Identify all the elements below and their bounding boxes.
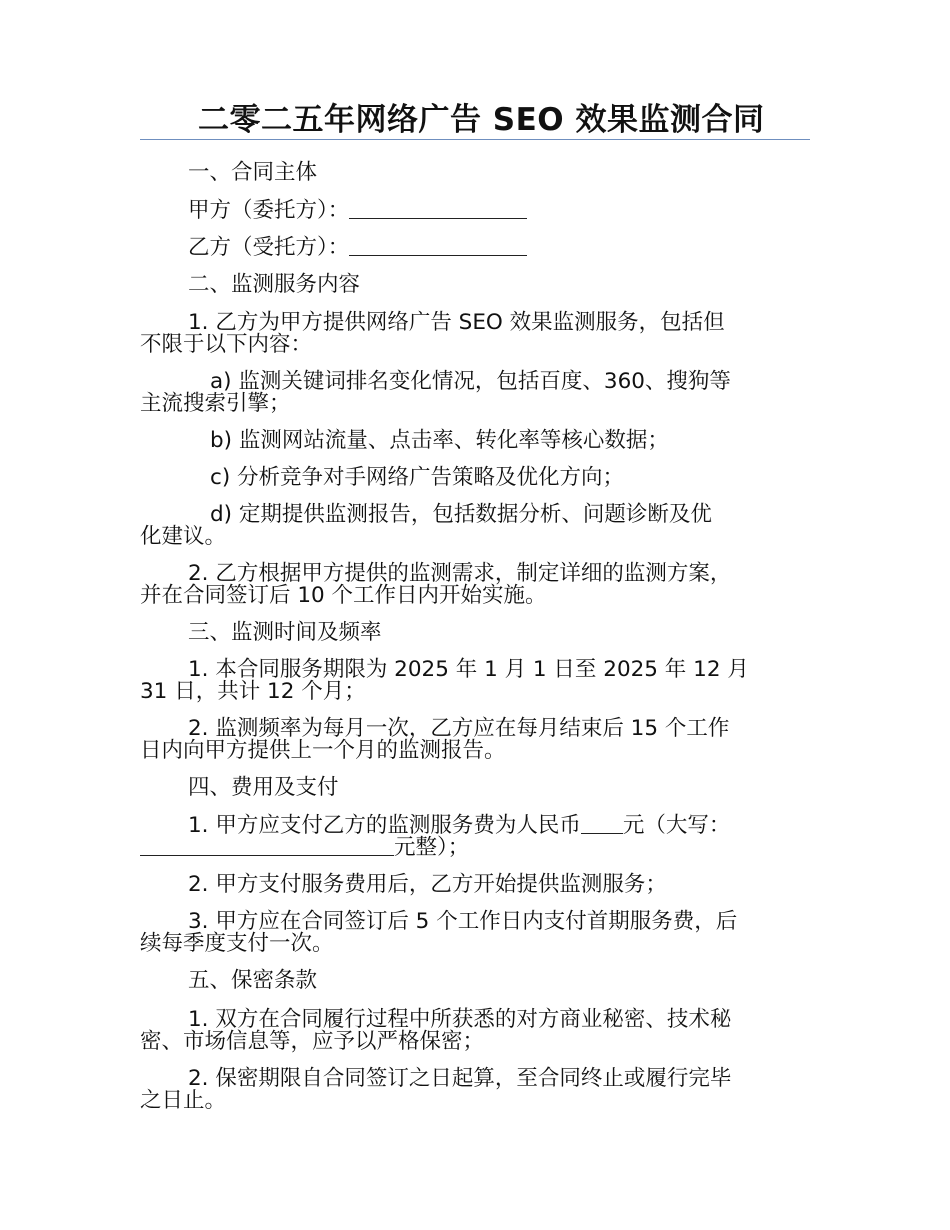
party-a-blank (349, 198, 527, 219)
fee-capital-blank (140, 835, 394, 856)
s3-item2-line1: 2. 监测频率为每月一次，乙方应在每月结束后 15 个工作 (188, 716, 730, 741)
document-title: 二零二五年网络广告 SEO 效果监测合同 (198, 102, 765, 138)
party-b-label: 乙方（受托方）： (188, 235, 350, 260)
s3-item2-line2: 日内向甲方提供上一个月的监测报告。 (140, 738, 506, 763)
s5-item2-line1: 2. 保密期限自合同签订之日起算，至合同终止或履行完毕 (188, 1066, 732, 1091)
s4-item3-line2: 续每季度支付一次。 (140, 931, 334, 956)
s2-a-line1: a) 监测关键词排名变化情况，包括百度、360、搜狗等 (210, 369, 731, 394)
party-b-line (188, 234, 527, 262)
title-underline (140, 139, 810, 140)
s4-item2-line: 2. 甲方支付服务费用后，乙方开始提供监测服务； (188, 872, 667, 897)
s2-d-line2: 化建议。 (140, 524, 227, 549)
section-4-heading: 四、费用及支付 (188, 775, 339, 800)
s2-a-line2: 主流搜索引擎； (140, 391, 291, 416)
s4-item1-text-pre: 1. 甲方应支付乙方的监测服务费为人民币 (188, 813, 581, 838)
s2-item1-line1: 1. 乙方为甲方提供网络广告 SEO 效果监测服务，包括但 (188, 310, 725, 335)
s4-item3-line1: 3. 甲方应在合同签订后 5 个工作日内支付首期服务费，后 (188, 909, 738, 934)
section-3-heading: 三、监测时间及频率 (188, 620, 382, 645)
s4-item1-line2 (140, 834, 469, 862)
section-1-heading: 一、合同主体 (188, 160, 318, 185)
s4-item1-line2-text: 元整）； (394, 835, 470, 860)
party-a-line (188, 197, 527, 225)
s5-item1-line2: 密、市场信息等，应予以严格保密； (140, 1029, 485, 1054)
s2-item2-line1: 2. 乙方根据甲方提供的监测需求，制定详细的监测方案， (188, 561, 732, 586)
fee-amount-blank (581, 813, 623, 834)
s5-item1-line1: 1. 双方在合同履行过程中所获悉的对方商业秘密、技术秘 (188, 1007, 732, 1032)
party-a-label: 甲方（委托方）： (188, 198, 350, 223)
s2-item1-line2: 不限于以下内容： (140, 332, 313, 357)
s2-item2-line2: 并在合同签订后 10 个工作日内开始实施。 (140, 583, 547, 608)
section-2-heading: 二、监测服务内容 (188, 272, 361, 297)
s5-item2-line2: 之日止。 (140, 1088, 227, 1113)
s2-d-line1: d) 定期提供监测报告，包括数据分析、问题诊断及优 (210, 502, 712, 527)
s2-c-line: c) 分析竞争对手网络广告策略及优化方向； (210, 465, 625, 490)
s2-b-line: b) 监测网站流量、点击率、转化率等核心数据； (210, 428, 669, 453)
s4-item1-text-post: 元（大写： (622, 813, 731, 838)
party-b-blank (349, 235, 527, 256)
s3-item1-line2: 31 日，共计 12 个月； (140, 679, 366, 704)
section-5-heading: 五、保密条款 (188, 968, 318, 993)
s3-item1-line1: 1. 本合同服务期限为 2025 年 1 月 1 日至 2025 年 12 月 (188, 657, 749, 682)
